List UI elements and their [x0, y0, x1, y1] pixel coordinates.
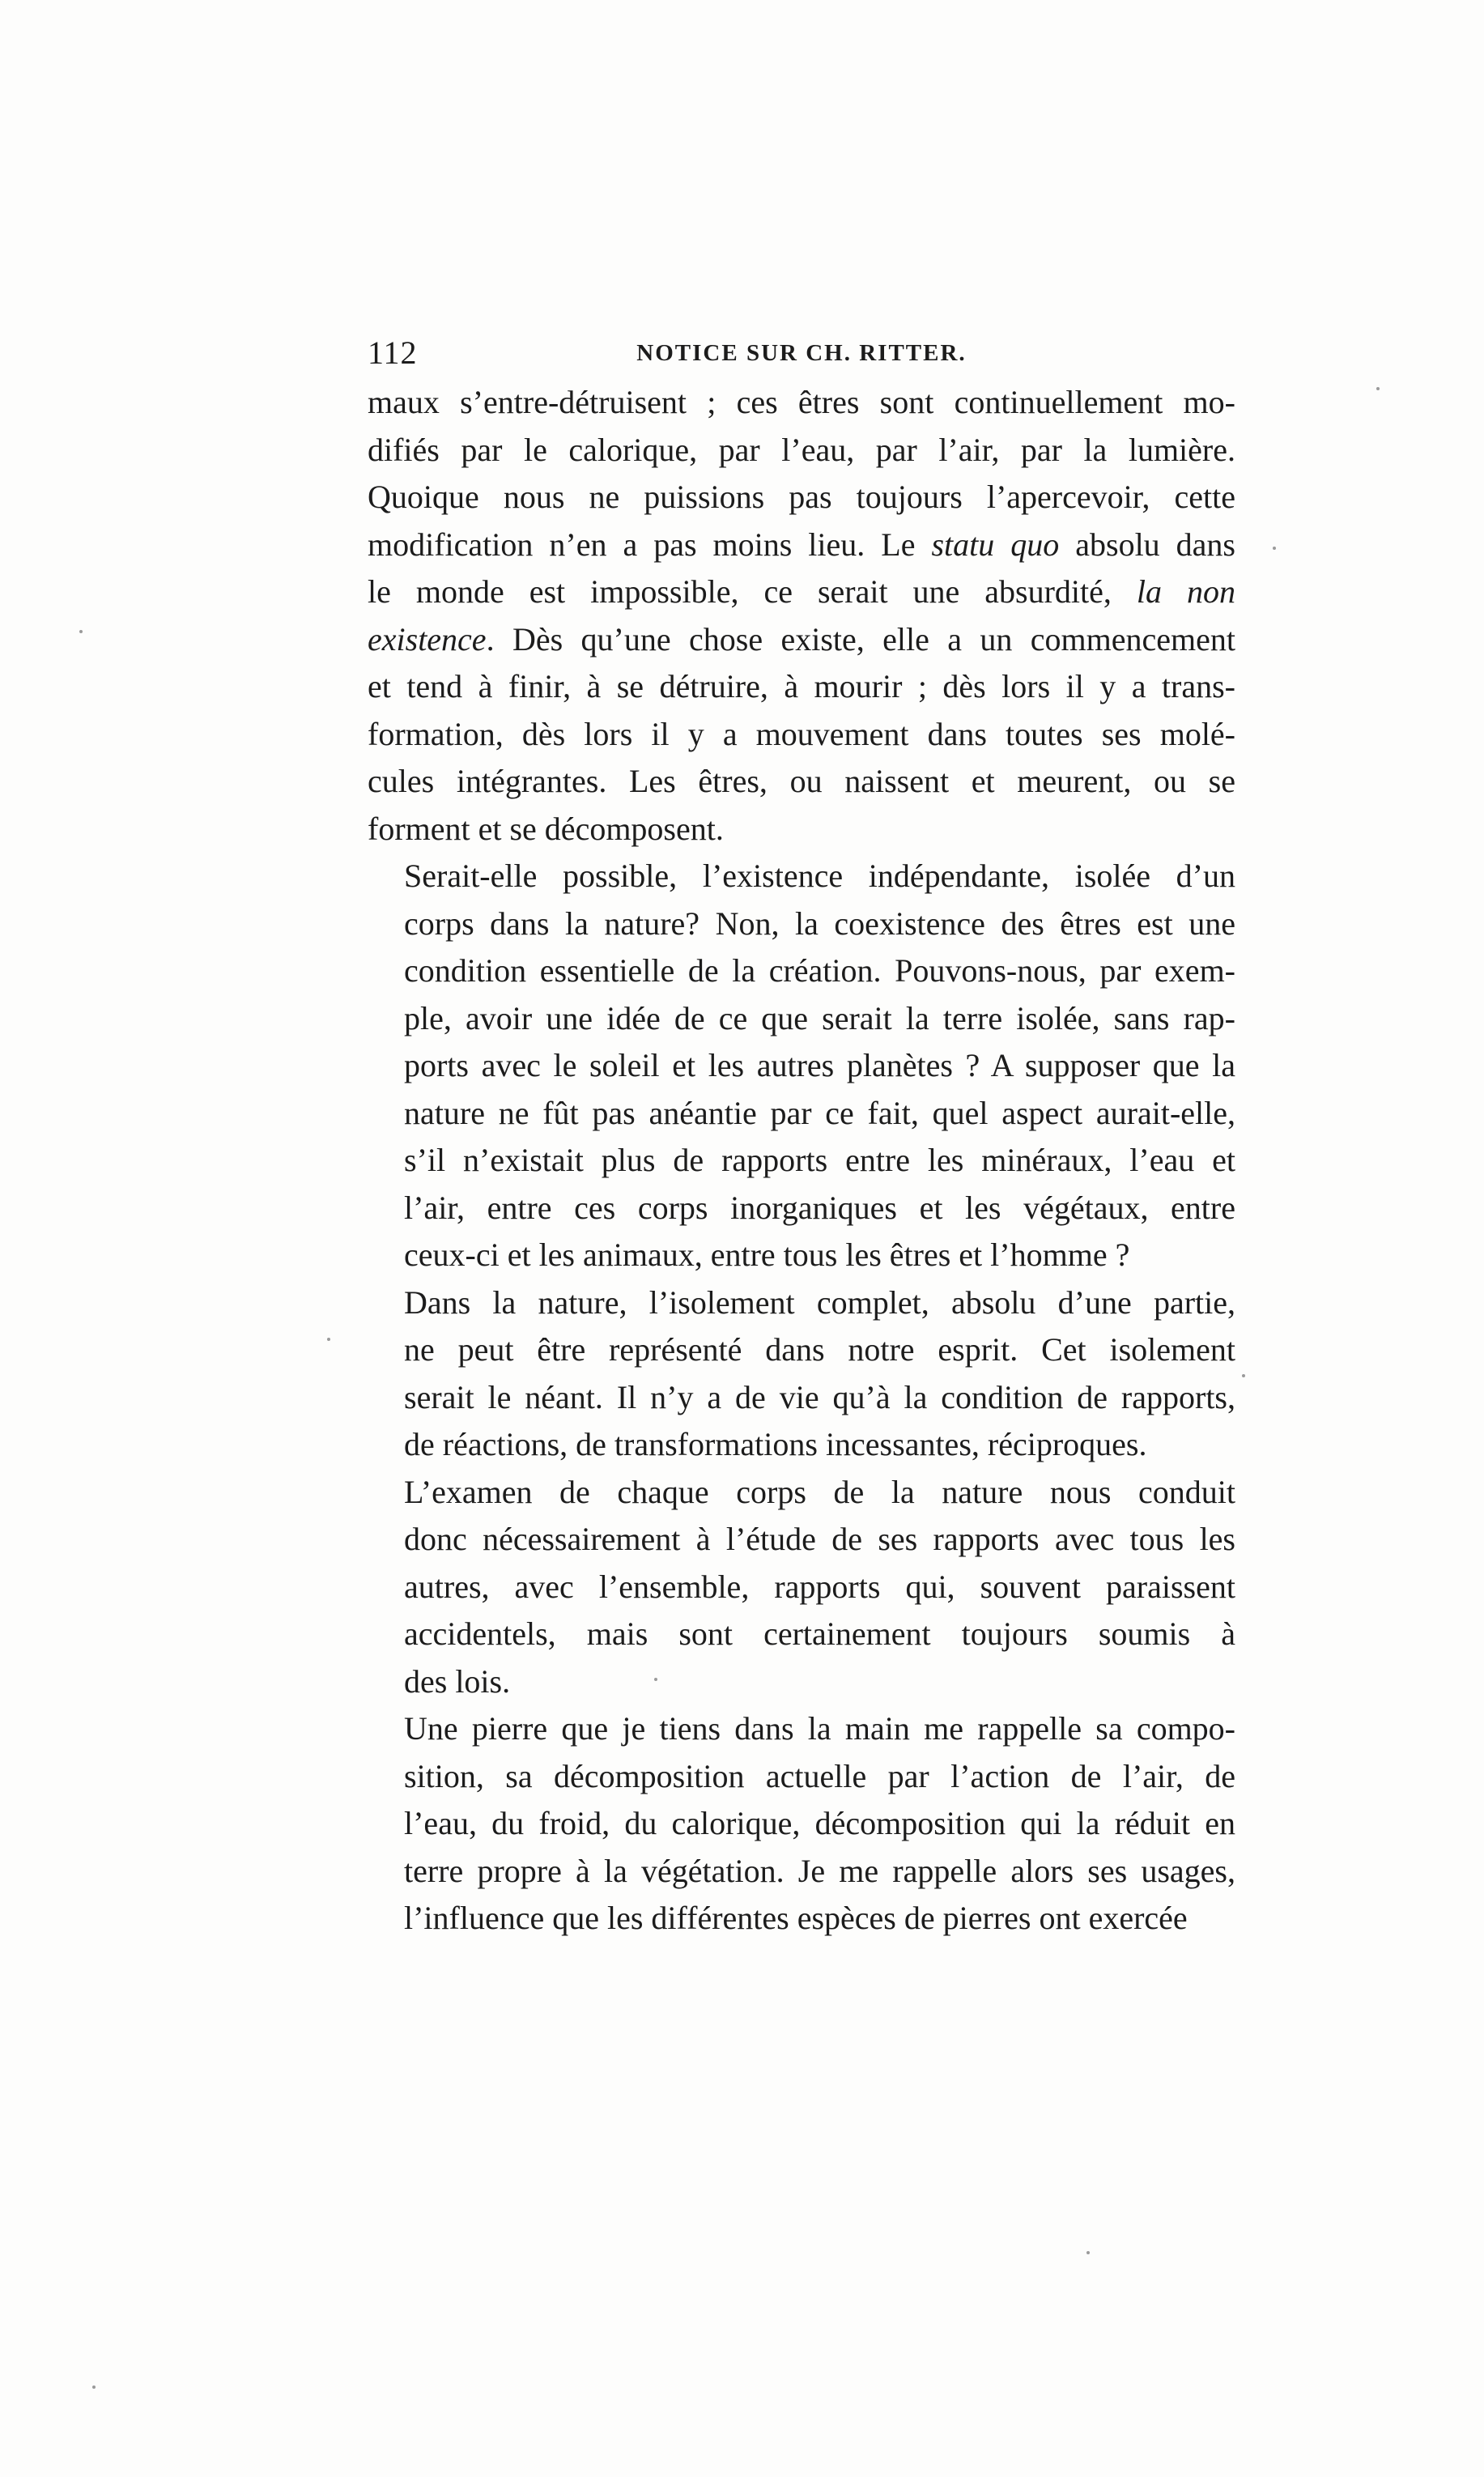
text-line: ceux-ci et les animaux, entre tous les êtres et l’homme ? — [404, 1236, 1130, 1273]
text-line: accidentels, mais sont certainement toujours soumis à — [404, 1615, 1235, 1652]
text-line: nature ne fût pas anéantie par ce fait, quel aspect aurait-elle, — [404, 1094, 1235, 1131]
text-line: de réactions, de transformations incessantes, réciproques. — [404, 1426, 1147, 1462]
text-line: le monde est impossible, ce serait une absurdité, la non — [368, 573, 1235, 610]
italic-phrase: existence — [368, 620, 487, 658]
text-line: des lois. — [404, 1662, 511, 1700]
scan-speck — [1376, 387, 1380, 390]
body-text — [368, 379, 1235, 1943]
text-line: formation, dès lors il y a mouvement dans toutes ses molé- — [368, 715, 1235, 752]
scan-speck — [92, 2385, 96, 2389]
paragraph — [368, 1279, 1235, 1469]
page-number: 112 — [368, 334, 418, 371]
text-line: et tend à finir, à se détruire, à mourir ; dès lors il y a trans- — [368, 668, 1235, 704]
text-line: terre propre à la végétation. Je me rappelle alors ses usages, — [404, 1852, 1235, 1889]
text-line: corps dans la nature? Non, la coexistence des êtres est une — [404, 904, 1235, 942]
text-line: l’air, entre ces corps inorganiques et les végétaux, entre — [404, 1189, 1235, 1226]
text-line: serait le néant. Il n’y a de vie qu’à la condition de rapports, — [404, 1378, 1235, 1415]
scan-speck — [1086, 2251, 1090, 2254]
text-line: forment et se décomposent. — [368, 810, 724, 847]
page-header — [368, 334, 1235, 374]
text-line: L’examen de chaque corps de la nature nous conduit — [404, 1473, 1235, 1510]
text-line: maux s’entre-détruisent ; ces êtres sont continuellement mo- — [368, 384, 1235, 420]
scan-speck — [1242, 1374, 1245, 1377]
running-title: NOTICE SUR CH. RITTER. — [636, 340, 967, 366]
text-line: donc nécessairement à l’étude de ses rapports avec tous les — [404, 1521, 1235, 1557]
scan-speck — [327, 1338, 330, 1341]
text-line: sition, sa décomposition actuelle par l’action de l’air, de — [404, 1757, 1235, 1794]
scan-speck — [1273, 547, 1276, 550]
scan-speck — [654, 1678, 657, 1681]
text-line: ne peut être représenté dans notre esprit. Cet isolement — [404, 1331, 1235, 1368]
text-line: s’il n’existait plus de rapports entre les minéraux, l’eau et — [404, 1142, 1235, 1178]
text-line: difiés par le calorique, par l’eau, par l’air, par la lumière. — [368, 431, 1235, 468]
text-line: ple, avoir une idée de ce que serait la terre isolée, sans rap- — [404, 999, 1235, 1036]
text-line: Quoique nous ne puissions pas toujours l’apercevoir, cette — [368, 479, 1235, 515]
text-line: ports avec le soleil et les autres planètes ? A supposer que la — [404, 1047, 1235, 1083]
paragraph — [368, 853, 1235, 1279]
text-line: Dans la nature, l’isolement complet, absolu d’une partie, — [404, 1283, 1235, 1321]
text-line: Serait-elle possible, l’existence indépendante, isolée d’un — [404, 858, 1235, 894]
text-line: Une pierre que je tiens dans la main me rappelle sa compo- — [404, 1710, 1235, 1747]
paragraph — [368, 379, 1235, 853]
text-line: l’influence que les différentes espèces de pierres ont exercée — [404, 1900, 1188, 1936]
text-line: cules intégrantes. Les êtres, ou naissent et meurent, ou se — [368, 763, 1235, 799]
text-line: condition essentielle de la création. Pouvons-nous, par exem- — [404, 952, 1235, 989]
italic-phrase: statu quo — [931, 526, 1060, 563]
scan-speck — [79, 630, 83, 633]
text-line: l’eau, du froid, du calorique, décomposition qui la réduit en — [404, 1805, 1235, 1841]
paragraph — [368, 1705, 1235, 1943]
paragraph — [368, 1469, 1235, 1706]
text-line: modification n’en a pas moins lieu. Le statu quo absolu dans — [368, 526, 1235, 563]
italic-phrase: la non — [1136, 573, 1235, 610]
text-line: autres, avec l’ensemble, rapports qui, souvent paraissent — [404, 1568, 1235, 1605]
text-line: existence. Dès qu’une chose existe, elle a un commencement — [368, 620, 1235, 658]
